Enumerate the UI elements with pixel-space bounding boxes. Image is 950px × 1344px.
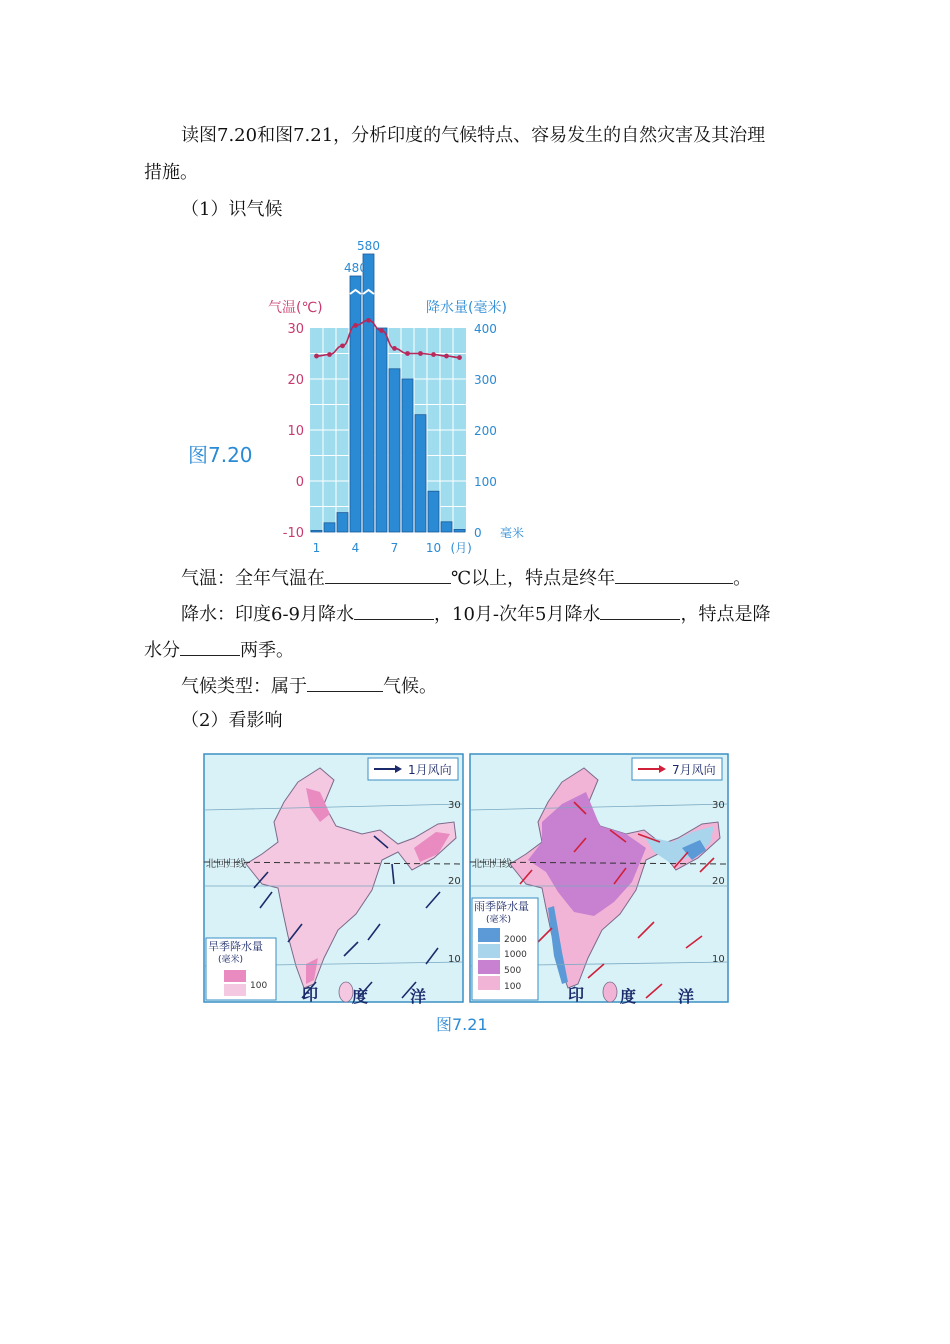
rain-prefix: 降水：印度6-9月降水: [181, 604, 354, 625]
chart-bar: [454, 529, 465, 532]
rain-suffix: ，特点是降: [680, 604, 771, 625]
chart-x-tick: 10: [425, 541, 442, 555]
chart-bar: [376, 328, 387, 532]
chart-bar-value-label: 480: [344, 261, 367, 275]
chart-bar: [402, 379, 413, 532]
type-prefix: 气候类型：属于: [181, 676, 307, 697]
fill-line-temperature: [181, 565, 751, 591]
intro-line-2: [144, 161, 198, 185]
map-right-legend-title: 雨季降水量: [474, 900, 529, 913]
map-left-lat30-label: 30: [448, 800, 461, 811]
chart-bar: [311, 530, 322, 532]
map-left-legend-swatch-light: [224, 984, 246, 996]
chart-y-right-tick: 100: [474, 475, 497, 489]
rain-middle: ，10月-次年5月降水: [434, 604, 601, 625]
type-blank[interactable]: [307, 673, 383, 692]
chart-y-right-tick: 0: [474, 526, 482, 540]
climate-chart-svg: [180, 232, 540, 562]
rain-blank-1[interactable]: [354, 601, 434, 620]
map-right-ocean-label-1: 印: [568, 985, 585, 1004]
fill-line-climate-type: [181, 673, 437, 699]
chart-y-left-tick: 0: [295, 475, 304, 490]
chart-x-tick: 4: [351, 541, 360, 555]
rain2-prefix: 水分: [144, 640, 180, 661]
map-left-legend-swatch-dark: [224, 970, 246, 982]
map-right-tropic-label: 北回归线: [472, 859, 512, 870]
maps-figure-label: 图7.21: [436, 1015, 488, 1034]
temp-blank-1[interactable]: [325, 565, 451, 584]
chart-bar: [337, 513, 348, 532]
chart-x-unit: (月): [450, 541, 472, 555]
chart-y-left-tick: -10: [282, 526, 304, 541]
chart-y-right-tick: 300: [474, 373, 497, 387]
temp-blank-2[interactable]: [615, 565, 733, 584]
intro-text-2: 措施。: [144, 162, 198, 183]
map-left-legend-unit: (毫米): [218, 955, 244, 965]
map-left-legend-title: 旱季降水量: [208, 940, 263, 953]
map-left-ocean-label-3: 洋: [410, 987, 427, 1006]
chart-y-left-tick: 30: [287, 322, 304, 337]
chart-bar: [324, 523, 335, 532]
map-right-ocean-label-3: 洋: [678, 987, 695, 1006]
chart-ylabel-left: 气温(℃): [268, 300, 323, 316]
map-left-lat20-label: 20: [448, 876, 461, 887]
map-left-legend-item-100: 100: [250, 981, 268, 991]
map-right-lat30-label: 30: [712, 800, 725, 811]
chart-y-right-tick: 200: [474, 424, 497, 438]
map-right-legend-unit: (毫米): [486, 915, 512, 925]
section1-heading: [181, 198, 282, 222]
chart-temperature-point: [418, 351, 423, 356]
map-right-wind-legend: [632, 758, 722, 780]
rain-blank-2[interactable]: [600, 601, 680, 620]
temp-prefix: 气温：全年气温在: [181, 568, 325, 589]
map-right-legend-swatch-2000: [478, 928, 500, 942]
section1-heading-text: （1）识气候: [181, 199, 283, 220]
chart-temperature-point: [379, 328, 384, 333]
map-left-wind-legend: [368, 758, 458, 780]
map-right-ocean-label-2: 度: [620, 987, 637, 1006]
chart-temperature-point: [457, 355, 462, 360]
map-left-legend-wind-text: 1月风向: [408, 763, 452, 777]
chart-temperature-point: [392, 346, 397, 351]
intro-text-1: 读图7.20和图7.21，分析印度的气候特点、容易发生的自然灾害及其治理: [181, 125, 766, 146]
map-left: [204, 754, 463, 1006]
rain2-blank[interactable]: [180, 637, 240, 656]
chart-y-left-tick: 20: [287, 373, 304, 388]
map-left-tropic-label: 北回归线: [206, 859, 246, 870]
map-left-ocean-label-2: 度: [352, 987, 369, 1006]
map-right-sri-lanka: [603, 982, 617, 1002]
section2-heading: [181, 709, 282, 733]
map-right: [470, 754, 728, 1006]
fill-line-rain-2: [144, 637, 294, 663]
map-right-lat10-label: 10: [712, 954, 725, 965]
temp-suffix: 。: [733, 568, 752, 589]
chart-bar: [428, 491, 439, 532]
intro-line-1: [181, 124, 765, 148]
chart-ylabel-right: 降水量(毫米): [426, 300, 507, 316]
map-right-legend-item-2000: 2000: [504, 935, 527, 945]
chart-temperature-point: [405, 351, 410, 356]
chart-temperature-point: [314, 354, 319, 359]
section2-heading-text: （2）看影响: [181, 710, 283, 731]
chart-temperature-point: [327, 352, 332, 357]
map-left-sri-lanka: [339, 982, 353, 1002]
fill-line-rain: [181, 601, 770, 627]
chart-bar: [363, 254, 374, 532]
map-left-lat10-label: 10: [448, 954, 461, 965]
chart-temperature-point: [340, 343, 345, 348]
chart-temperature-point: [431, 352, 436, 357]
map-right-rain-legend: [472, 898, 538, 1000]
map-right-legend-swatch-500: [478, 960, 500, 974]
chart-bar-value-label: 580: [357, 239, 380, 253]
map-right-lat20-label: 20: [712, 876, 725, 887]
chart-temperature-point: [366, 318, 371, 323]
map-right-legend-item-1000: 1000: [504, 950, 527, 960]
chart-temperature-point: [353, 323, 358, 328]
map-right-legend-swatch-1000: [478, 944, 500, 958]
chart-x-tick: 1: [312, 541, 321, 555]
chart-bar: [350, 276, 361, 532]
map-right-legend-item-100: 100: [504, 982, 522, 992]
monsoon-maps-svg: [202, 752, 732, 1034]
chart-y-right-unit: 毫米: [500, 526, 525, 540]
chart-temperature-point: [444, 354, 449, 359]
map-left-rain-legend: [206, 938, 276, 1000]
rain2-suffix: 两季。: [240, 640, 294, 661]
chart-bar: [415, 415, 426, 532]
type-suffix: 气候。: [383, 676, 437, 697]
chart-y-right-tick: 400: [474, 322, 497, 336]
chart-x-tick: 7: [390, 541, 399, 555]
map-right-legend-wind-text: 7月风向: [672, 763, 716, 777]
map-right-legend-swatch-100: [478, 976, 500, 990]
map-right-legend-item-500: 500: [504, 966, 522, 976]
temp-middle: ℃以上，特点是终年: [451, 568, 616, 589]
monsoon-maps: [202, 752, 732, 1034]
map-left-ocean-label-1: 印: [302, 985, 319, 1004]
chart-y-left-tick: 10: [287, 424, 304, 439]
climate-chart: [180, 232, 540, 562]
chart-bar: [441, 522, 452, 532]
chart-bar: [389, 369, 400, 532]
chart-figure-label: 图7.20: [188, 443, 253, 467]
